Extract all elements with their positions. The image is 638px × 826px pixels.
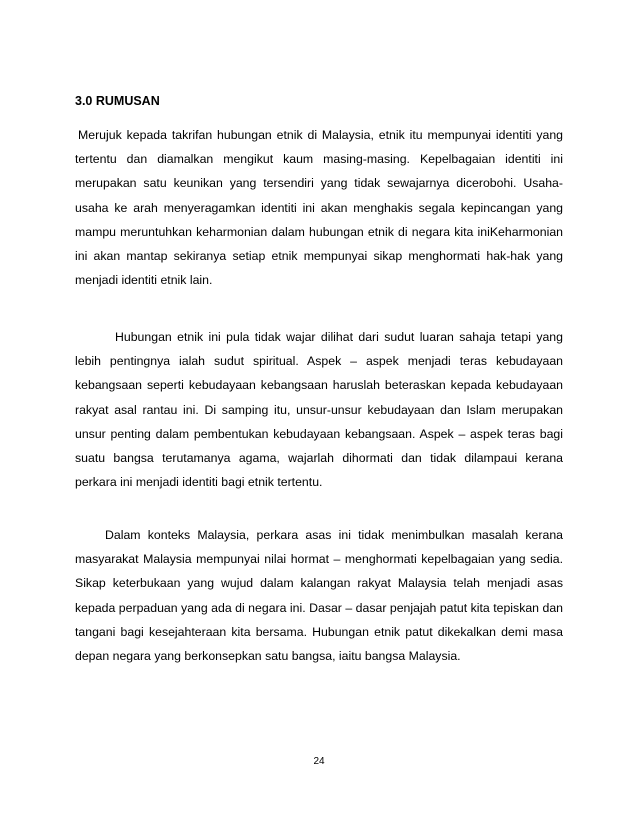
page-number: 24 <box>313 756 325 767</box>
paragraph-1: Merujuk kepada takrifan hubungan etnik di Malaysia, etnik itu mempunyai identiti yang tertentu dan diamalkan mengikut kaum masing-masing. Kepelbagaian identiti ini merupakan satu keunikan yang tersendiri yang tidak sewajarnya dicerobohi. Usaha-usaha ke arah menyeragamkan identiti ini akan menghakis segala kepincangan yang mampu meruntuhkan keharmonian dalam hubungan etnik di negara kita iniKeharmonian ini akan mantap sekiranya setiap etnik mempunyai sikap menghormati hak-hak yang menjadi identiti etnik lain. <box>75 128 563 288</box>
paragraph-3: Dalam konteks Malaysia, perkara asas ini tidak menimbulkan masalah kerana masyarakat Malaysia mempunyai nilai hormat – menghormati kepelbagaian yang sedia. Sikap keterbukaan yang wujud dalam kalangan rakyat Malaysia telah menjadi asas kepada perpaduan yang ada di negara ini. Dasar – dasar penjajah patut kita tepiskan dan tangani bagi kesejahteraan kita bersama. Hubungan etnik patut dikekalkan demi masa depan negara yang berkonsepkan satu bangsa, iaitu bangsa Malaysia. <box>75 528 563 664</box>
section-heading: 3.0 RUMUSAN <box>75 94 160 108</box>
paragraph-2: Hubungan etnik ini pula tidak wajar dilihat dari sudut luaran sahaja tetapi yang lebih pentingnya ialah sudut spiritual. Aspek – aspek menjadi teras kebudayaan kebangsaan seperti kebudayaan kebangsaan haruslah beteraskan kepada kebudayaan rakyat asal rantau ini. Di samping itu, unsur-unsur kebudayaan dan Islam merupakan unsur penting dalam pembentukan kebudayaan kebangsaan. Aspek – aspek teras bagi suatu bangsa terutamanya agama, wajarlah dihormati dan tidak dilampaui kerana perkara ini menjadi identiti bagi etnik tertentu. <box>75 330 563 490</box>
